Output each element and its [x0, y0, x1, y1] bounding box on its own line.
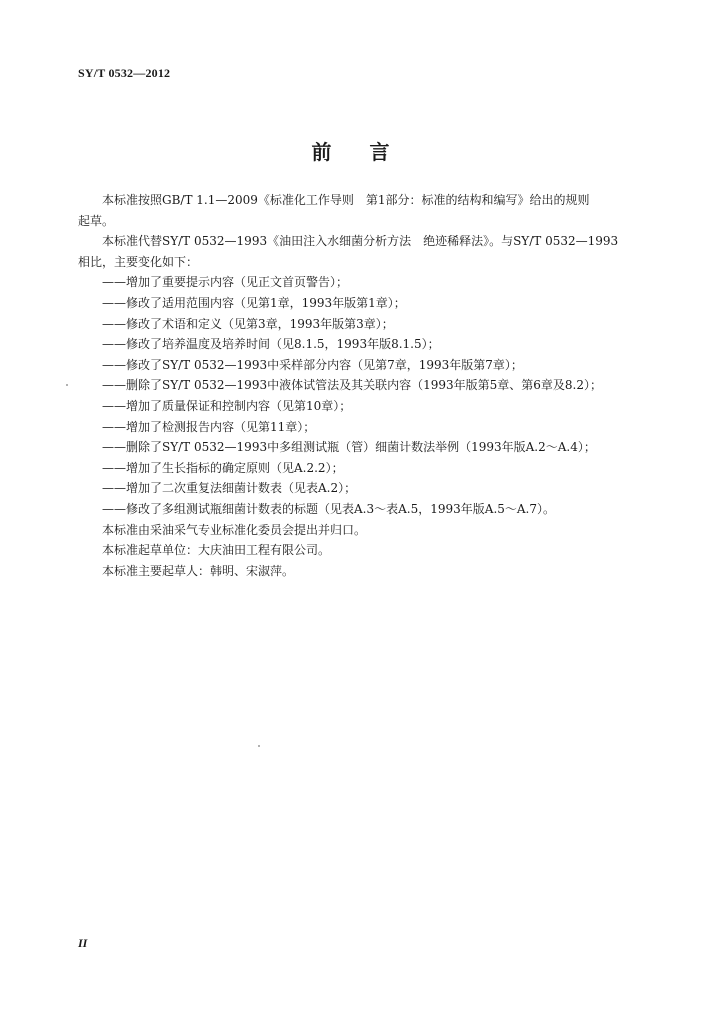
list-item: ——删除了SY/T 0532—1993中液体试管法及其关联内容（1993年版第5章、第6章及8.2）； [102, 378, 602, 393]
page-number: II [78, 936, 88, 950]
scan-speck [66, 384, 68, 386]
list-item: ——删除了SY/T 0532—1993中多组测试瓶（管）细菌计数法举例（1993年版A.2～A.4）； [102, 440, 596, 455]
foreword-body [78, 190, 626, 581]
page-title: 前言 [311, 140, 428, 164]
standard-code: SY/T 0532—2012 [78, 66, 171, 80]
list-item: ——增加了质量保证和控制内容（见第10章）； [102, 398, 352, 413]
list-item: ——增加了二次重复法细菌计数表（见表A.2）； [102, 481, 357, 496]
paragraph-drafters: 本标准主要起草人：韩明、宋淑萍。 [102, 563, 295, 578]
paragraph-replacement-line-2: 相比，主要变化如下： [78, 254, 199, 269]
paragraph-drafting-rules-line-1: 本标准按照GB/T 1.1—2009《标准化工作导则 第1部分：标准的结构和编写》给出的规则 [102, 193, 590, 207]
paragraph-drafting-unit: 本标准起草单位：大庆油田工程有限公司。 [102, 543, 331, 558]
scan-speck [258, 745, 260, 747]
paragraph-proposer: 本标准由采油采气专业标准化委员会提出并归口。 [102, 522, 367, 537]
list-item: ——修改了多组测试瓶细菌计数表的标题（见表A.3～表A.5，1993年版A.5～A.7）。 [102, 501, 556, 516]
list-item: ——修改了适用范围内容（见第1章，1993年版第1章）； [102, 295, 406, 310]
paragraph-replacement-line-1: 本标准代替SY/T 0532—1993《油田注入水细菌分析方法 绝迹稀释法》。与SY/T 0532—1993 [102, 234, 619, 249]
list-item: ——修改了术语和定义（见第3章，1993年版第3章）； [102, 316, 394, 331]
list-item: ——增加了检测报告内容（见第11章）； [102, 419, 316, 434]
list-item: ——修改了培养温度及培养时间（见8.1.5，1993年版8.1.5）； [102, 337, 440, 352]
list-item: ——修改了SY/T 0532—1993中采样部分内容（见第7章，1993年版第7章）； [102, 357, 523, 372]
changes-list [78, 272, 626, 519]
list-item: ——增加了生长指标的确定原则（见A.2.2）； [102, 460, 344, 475]
list-item: ——增加了重要提示内容（见正文首页警告）； [102, 275, 349, 290]
paragraph-drafting-rules-line-2: 起草。 [78, 213, 115, 228]
